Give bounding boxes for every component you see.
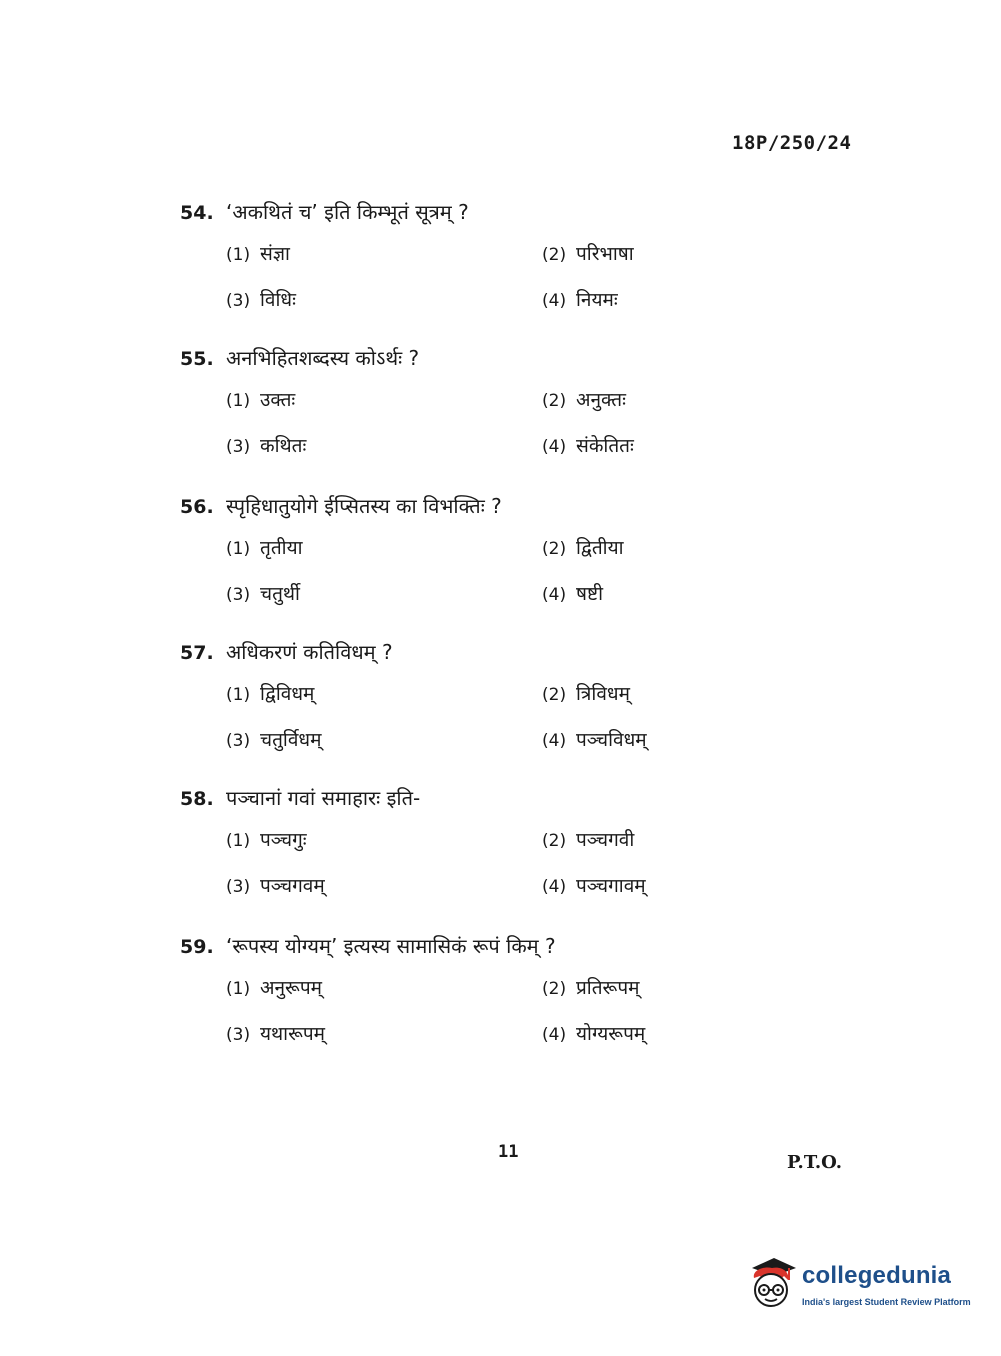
option-2: (2) प्रतिरूपम् (542, 977, 640, 999)
option-3: (3) कथितः (226, 435, 307, 457)
page-number: 11 (498, 1142, 519, 1162)
question-text: ‘रूपस्य योग्यम्’ इत्यस्य सामासिकं रूपं किम् ? (226, 934, 556, 958)
question-number: 54. (180, 202, 214, 224)
collegedunia-watermark (744, 1250, 974, 1320)
student-mascot-icon (744, 1254, 800, 1314)
question-number: 57. (180, 642, 214, 664)
option-3: (3) यथारूपम् (226, 1023, 325, 1045)
question-text: अनभिहितशब्दस्य कोऽर्थः ? (226, 346, 420, 370)
option-2: (2) पञ्चगवी (542, 829, 635, 851)
option-2: (2) परिभाषा (542, 243, 634, 265)
option-1: (1) तृतीया (226, 537, 303, 559)
option-3: (3) चतुर्थी (226, 583, 300, 605)
question-text: स्पृहिधातुयोगे ईप्सितस्य का विभक्तिः ? (226, 494, 502, 518)
option-4: (4) नियमः (542, 289, 618, 311)
option-3: (3) चतुर्विधम् (226, 729, 322, 751)
question-number: 59. (180, 936, 214, 958)
question-59 (180, 932, 800, 1068)
option-2: (2) द्वितीया (542, 537, 624, 559)
question-number: 56. (180, 496, 214, 518)
question-number: 55. (180, 348, 214, 370)
option-1: (1) उक्तः (226, 389, 296, 411)
option-2: (2) अनुक्तः (542, 389, 626, 411)
pto-label: P.T.O. (787, 1152, 843, 1173)
option-1: (1) पञ्चगुः (226, 829, 307, 851)
option-4: (4) षष्टी (542, 583, 603, 605)
question-text: अधिकरणं कतिविधम् ? (226, 640, 393, 664)
question-55 (180, 344, 800, 480)
option-3: (3) पञ्चगवम् (226, 875, 325, 897)
question-number: 58. (180, 788, 214, 810)
option-4: (4) योग्यरूपम् (542, 1023, 646, 1045)
option-1: (1) संज्ञा (226, 243, 290, 265)
option-2: (2) त्रिविधम् (542, 683, 630, 705)
option-4: (4) पञ्चविधम् (542, 729, 647, 751)
option-3: (3) विधिः (226, 289, 296, 311)
option-4: (4) पञ्चगावम् (542, 875, 646, 897)
option-1: (1) द्विविधम् (226, 683, 315, 705)
option-4: (4) संकेतितः (542, 435, 634, 457)
question-57 (180, 638, 800, 774)
paper-code: 18P/250/24 (732, 132, 852, 154)
brand-tagline: India's largest Student Review Platform (802, 1297, 971, 1307)
question-text: पञ्चानां गवां समाहारः इति- (226, 786, 421, 810)
option-1: (1) अनुरूपम् (226, 977, 322, 999)
question-56 (180, 492, 800, 628)
question-58 (180, 784, 800, 920)
question-54 (180, 198, 800, 334)
brand-name: collegedunia (802, 1262, 952, 1289)
question-text: ‘अकथितं च’ इति किम्भूतं सूत्रम् ? (226, 200, 469, 224)
